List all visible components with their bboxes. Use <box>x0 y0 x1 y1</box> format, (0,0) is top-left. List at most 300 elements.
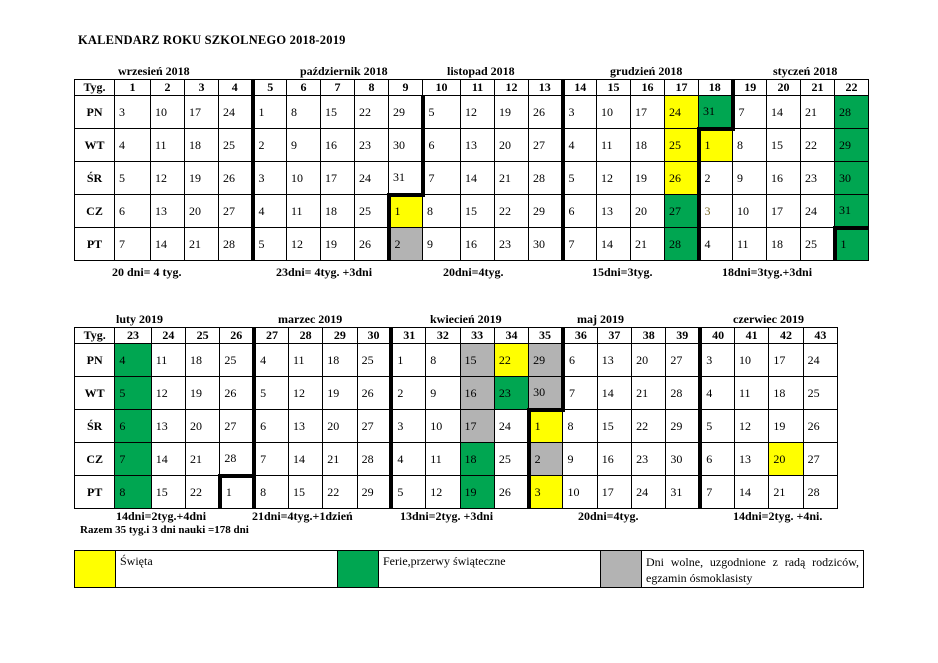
table-row <box>75 377 838 410</box>
week-number: 40 <box>700 328 734 344</box>
day-cell: 20 <box>185 195 219 228</box>
day-cell: 22 <box>186 476 220 509</box>
day-cell: 29 <box>835 129 869 162</box>
day-cell: 28 <box>220 443 254 476</box>
day-cell: 11 <box>426 443 460 476</box>
day-cell: 22 <box>494 344 528 377</box>
day-cell: 22 <box>495 195 529 228</box>
day-cell: 1 <box>391 344 425 377</box>
day-label: PN <box>75 96 115 129</box>
day-label: CZ <box>75 443 115 476</box>
day-cell: 27 <box>666 344 700 377</box>
table-row <box>75 162 869 195</box>
day-cell: 25 <box>219 129 253 162</box>
day-cell: 9 <box>563 443 597 476</box>
day-cell: 17 <box>597 476 631 509</box>
day-cell: 15 <box>460 344 494 377</box>
day-cell: 25 <box>494 443 528 476</box>
day-cell: 4 <box>115 344 151 377</box>
day-cell: 12 <box>597 162 631 195</box>
day-cell: 25 <box>220 344 254 377</box>
day-cell: 8 <box>426 344 460 377</box>
day-cell: 31 <box>666 476 700 509</box>
day-cell: 1 <box>699 129 733 162</box>
day-cell: 24 <box>803 344 837 377</box>
total-summary: Razem 35 tyg.i 3 dni nauki =178 dni <box>80 524 249 536</box>
day-cell: 5 <box>254 377 288 410</box>
day-cell: 19 <box>185 162 219 195</box>
legend-swatch-free-day <box>601 551 642 587</box>
week-number: 15 <box>597 80 631 96</box>
week-number: 42 <box>769 328 803 344</box>
day-cell: 1 <box>529 410 563 443</box>
day-cell: 1 <box>389 195 423 228</box>
day-cell: 21 <box>495 162 529 195</box>
day-cell: 18 <box>769 377 803 410</box>
week-label: Tyg. <box>75 80 115 96</box>
day-cell: 7 <box>254 443 288 476</box>
week-number: 29 <box>323 328 357 344</box>
day-cell: 5 <box>700 410 734 443</box>
day-cell: 25 <box>355 195 389 228</box>
week-number: 22 <box>835 80 869 96</box>
day-cell: 26 <box>357 377 391 410</box>
week-number: 14 <box>563 80 597 96</box>
day-cell: 6 <box>115 410 151 443</box>
day-cell: 8 <box>423 195 461 228</box>
day-cell: 19 <box>321 228 355 261</box>
month-summary: 23dni= 4tyg. +3dni <box>276 265 373 279</box>
day-cell: 10 <box>287 162 321 195</box>
month-summary: 13dni=2tyg. +3dni <box>400 509 494 523</box>
month-header: maj 2019 <box>577 312 624 326</box>
day-cell: 10 <box>597 96 631 129</box>
day-cell: 8 <box>254 476 288 509</box>
day-cell: 6 <box>115 195 151 228</box>
day-cell: 28 <box>665 228 699 261</box>
day-cell: 13 <box>151 195 185 228</box>
month-summary: 20 dni= 4 tyg. <box>112 265 182 279</box>
day-cell: 6 <box>700 443 734 476</box>
day-cell: 24 <box>494 410 528 443</box>
week-number: 17 <box>665 80 699 96</box>
day-cell: 8 <box>733 129 767 162</box>
day-cell: 7 <box>563 228 597 261</box>
day-cell: 1 <box>220 476 254 509</box>
day-cell: 11 <box>151 129 185 162</box>
month-header: listopad 2018 <box>447 64 515 78</box>
table-row <box>75 410 838 443</box>
day-cell: 22 <box>632 410 666 443</box>
day-cell: 2 <box>391 377 425 410</box>
day-cell: 18 <box>323 344 357 377</box>
day-cell: 9 <box>423 228 461 261</box>
day-cell: 21 <box>632 377 666 410</box>
day-cell: 16 <box>597 443 631 476</box>
day-cell: 24 <box>801 195 835 228</box>
day-cell: 11 <box>735 377 769 410</box>
day-cell: 15 <box>597 410 631 443</box>
day-cell: 24 <box>665 96 699 129</box>
day-cell: 13 <box>288 410 322 443</box>
month-summary: 15dni=3tyg. <box>592 265 653 279</box>
day-label: ŚR <box>75 410 115 443</box>
day-cell: 5 <box>563 162 597 195</box>
day-cell: 6 <box>563 195 597 228</box>
day-cell: 6 <box>423 129 461 162</box>
day-cell: 27 <box>219 195 253 228</box>
day-cell: 4 <box>700 377 734 410</box>
day-cell: 15 <box>461 195 495 228</box>
week-number: 11 <box>461 80 495 96</box>
day-cell: 17 <box>460 410 494 443</box>
legend-label-break: Ferie,przerwy świąteczne <box>379 551 601 587</box>
day-cell: 5 <box>253 228 287 261</box>
day-cell: 22 <box>801 129 835 162</box>
week-number: 28 <box>288 328 322 344</box>
day-cell: 19 <box>769 410 803 443</box>
day-cell: 23 <box>632 443 666 476</box>
day-cell: 27 <box>220 410 254 443</box>
day-label: WT <box>75 377 115 410</box>
legend-swatch-break <box>338 551 379 587</box>
day-cell: 21 <box>631 228 665 261</box>
day-cell: 17 <box>321 162 355 195</box>
day-cell: 23 <box>355 129 389 162</box>
calendar-table-bottom <box>74 327 838 509</box>
day-cell: 1 <box>835 228 869 261</box>
day-cell: 26 <box>355 228 389 261</box>
day-cell: 3 <box>529 476 563 509</box>
day-cell: 4 <box>699 228 733 261</box>
day-cell: 3 <box>391 410 425 443</box>
day-cell: 20 <box>495 129 529 162</box>
week-number: 24 <box>151 328 185 344</box>
day-cell: 17 <box>631 96 665 129</box>
week-number: 35 <box>529 328 563 344</box>
day-cell: 9 <box>287 129 321 162</box>
table-row <box>75 443 838 476</box>
day-cell: 25 <box>803 377 837 410</box>
day-cell: 31 <box>835 195 869 228</box>
day-cell: 2 <box>253 129 287 162</box>
month-header: październik 2018 <box>300 64 388 78</box>
week-number: 38 <box>632 328 666 344</box>
day-cell: 17 <box>767 195 801 228</box>
day-cell: 3 <box>700 344 734 377</box>
day-cell: 23 <box>801 162 835 195</box>
day-cell: 14 <box>288 443 322 476</box>
week-number: 30 <box>357 328 391 344</box>
week-number: 34 <box>494 328 528 344</box>
day-cell: 27 <box>665 195 699 228</box>
day-cell: 25 <box>665 129 699 162</box>
day-cell: 2 <box>699 162 733 195</box>
month-summary: 20dni=4tyg. <box>578 509 639 523</box>
legend <box>74 550 864 588</box>
day-cell: 10 <box>733 195 767 228</box>
day-cell: 10 <box>563 476 597 509</box>
day-cell: 14 <box>597 228 631 261</box>
week-number: 8 <box>355 80 389 96</box>
week-number: 26 <box>220 328 254 344</box>
day-cell: 30 <box>389 129 423 162</box>
day-cell: 26 <box>529 96 563 129</box>
day-cell: 7 <box>563 377 597 410</box>
day-cell: 12 <box>735 410 769 443</box>
week-number: 33 <box>460 328 494 344</box>
week-number: 43 <box>803 328 837 344</box>
day-cell: 21 <box>185 228 219 261</box>
day-cell: 19 <box>460 476 494 509</box>
day-cell: 1 <box>253 96 287 129</box>
day-cell: 2 <box>389 228 423 261</box>
day-cell: 2 <box>529 443 563 476</box>
table-row <box>75 228 869 261</box>
day-cell: 21 <box>769 476 803 509</box>
day-cell: 27 <box>357 410 391 443</box>
day-cell: 20 <box>631 195 665 228</box>
day-cell: 20 <box>323 410 357 443</box>
day-cell: 13 <box>461 129 495 162</box>
day-cell: 7 <box>115 228 151 261</box>
day-cell: 3 <box>115 96 151 129</box>
day-cell: 11 <box>151 344 185 377</box>
day-cell: 18 <box>186 344 220 377</box>
day-cell: 24 <box>632 476 666 509</box>
day-cell: 29 <box>666 410 700 443</box>
day-cell: 6 <box>563 344 597 377</box>
day-cell: 28 <box>357 443 391 476</box>
week-number: 18 <box>699 80 733 96</box>
month-header: kwiecień 2019 <box>430 312 502 326</box>
legend-label-free-day: Dni wolne, uzgodnione z radą rodziców, egzamin ósmoklasisty <box>646 555 859 585</box>
day-cell: 22 <box>355 96 389 129</box>
day-cell: 12 <box>288 377 322 410</box>
day-cell: 12 <box>426 476 460 509</box>
day-cell: 3 <box>253 162 287 195</box>
week-number: 9 <box>389 80 423 96</box>
day-cell: 29 <box>389 96 423 129</box>
week-number: 20 <box>767 80 801 96</box>
day-cell: 17 <box>185 96 219 129</box>
day-cell: 19 <box>631 162 665 195</box>
day-cell: 16 <box>460 377 494 410</box>
day-cell: 15 <box>288 476 322 509</box>
day-cell: 13 <box>735 443 769 476</box>
table-row <box>75 129 869 162</box>
day-cell: 30 <box>529 377 563 410</box>
week-number: 32 <box>426 328 460 344</box>
day-cell: 28 <box>835 96 869 129</box>
day-cell: 28 <box>529 162 563 195</box>
day-cell: 21 <box>323 443 357 476</box>
day-cell: 21 <box>801 96 835 129</box>
page-title: KALENDARZ ROKU SZKOLNEGO 2018-2019 <box>78 33 346 47</box>
day-cell: 11 <box>733 228 767 261</box>
calendar-table-top <box>74 79 869 261</box>
day-cell: 20 <box>769 443 803 476</box>
day-cell: 4 <box>253 195 287 228</box>
week-number: 41 <box>735 328 769 344</box>
legend-swatch-holiday <box>75 551 116 587</box>
day-cell: 26 <box>220 377 254 410</box>
day-cell: 14 <box>735 476 769 509</box>
table-row <box>75 344 838 377</box>
day-cell: 7 <box>115 443 151 476</box>
day-cell: 4 <box>115 129 151 162</box>
day-cell: 26 <box>665 162 699 195</box>
day-label: ŚR <box>75 162 115 195</box>
day-cell: 21 <box>186 443 220 476</box>
day-cell: 20 <box>632 344 666 377</box>
day-cell: 22 <box>323 476 357 509</box>
day-cell: 10 <box>426 410 460 443</box>
day-cell: 27 <box>529 129 563 162</box>
day-cell: 16 <box>767 162 801 195</box>
week-number: 7 <box>321 80 355 96</box>
day-cell: 18 <box>321 195 355 228</box>
week-number: 12 <box>495 80 529 96</box>
week-number: 4 <box>219 80 253 96</box>
month-summary: 14dni=2tyg.+4dni <box>116 509 207 523</box>
day-cell: 14 <box>461 162 495 195</box>
day-cell: 23 <box>495 228 529 261</box>
week-number: 19 <box>733 80 767 96</box>
week-number: 1 <box>115 80 151 96</box>
day-cell: 18 <box>767 228 801 261</box>
day-cell: 14 <box>151 228 185 261</box>
day-cell: 12 <box>287 228 321 261</box>
day-label: CZ <box>75 195 115 228</box>
day-cell: 14 <box>597 377 631 410</box>
day-cell: 19 <box>495 96 529 129</box>
day-cell: 5 <box>391 476 425 509</box>
month-header: luty 2019 <box>116 312 164 326</box>
day-cell: 3 <box>699 195 733 228</box>
day-cell: 6 <box>254 410 288 443</box>
day-cell: 28 <box>803 476 837 509</box>
week-number: 27 <box>254 328 288 344</box>
day-cell: 30 <box>666 443 700 476</box>
day-cell: 10 <box>151 96 185 129</box>
day-cell: 5 <box>115 162 151 195</box>
week-number: 6 <box>287 80 321 96</box>
day-cell: 17 <box>769 344 803 377</box>
day-cell: 20 <box>186 410 220 443</box>
month-summary: 18dni=3tyg.+3dni <box>722 265 813 279</box>
legend-label-holiday: Święta <box>116 551 338 587</box>
day-cell: 30 <box>529 228 563 261</box>
month-header: wrzesień 2018 <box>118 64 190 78</box>
table-row <box>75 195 869 228</box>
day-cell: 4 <box>254 344 288 377</box>
day-cell: 8 <box>287 96 321 129</box>
day-cell: 18 <box>185 129 219 162</box>
week-number: 37 <box>597 328 631 344</box>
day-cell: 12 <box>461 96 495 129</box>
day-cell: 16 <box>461 228 495 261</box>
month-header: marzec 2019 <box>278 312 343 326</box>
day-cell: 26 <box>219 162 253 195</box>
table-row <box>75 476 838 509</box>
week-number: 13 <box>529 80 563 96</box>
day-cell: 13 <box>597 195 631 228</box>
day-cell: 15 <box>321 96 355 129</box>
day-cell: 8 <box>563 410 597 443</box>
day-label: PN <box>75 344 115 377</box>
day-cell: 14 <box>767 96 801 129</box>
week-number: 16 <box>631 80 665 96</box>
day-cell: 28 <box>666 377 700 410</box>
day-cell: 26 <box>803 410 837 443</box>
day-label: PT <box>75 228 115 261</box>
day-cell: 23 <box>494 377 528 410</box>
day-cell: 9 <box>733 162 767 195</box>
day-cell: 11 <box>597 129 631 162</box>
day-cell: 8 <box>115 476 151 509</box>
day-cell: 3 <box>563 96 597 129</box>
day-cell: 5 <box>115 377 151 410</box>
day-cell: 14 <box>151 443 185 476</box>
day-cell: 19 <box>186 377 220 410</box>
month-summary: 14dni=2tyg. +4ni. <box>733 509 823 523</box>
day-cell: 9 <box>426 377 460 410</box>
day-cell: 24 <box>219 96 253 129</box>
day-cell: 15 <box>767 129 801 162</box>
day-cell: 18 <box>631 129 665 162</box>
day-cell: 4 <box>563 129 597 162</box>
day-cell: 11 <box>288 344 322 377</box>
day-cell: 29 <box>529 344 563 377</box>
day-cell: 19 <box>323 377 357 410</box>
day-cell: 29 <box>357 476 391 509</box>
table-row <box>75 96 869 129</box>
week-number: 10 <box>423 80 461 96</box>
week-label: Tyg. <box>75 328 115 344</box>
day-cell: 7 <box>733 96 767 129</box>
week-number: 36 <box>563 328 597 344</box>
day-cell: 27 <box>803 443 837 476</box>
day-cell: 28 <box>219 228 253 261</box>
day-cell: 15 <box>151 476 185 509</box>
day-cell: 26 <box>494 476 528 509</box>
day-cell: 11 <box>287 195 321 228</box>
month-summary: 21dni=4tyg.+1dzień <box>252 509 353 523</box>
week-number: 21 <box>801 80 835 96</box>
week-number: 2 <box>151 80 185 96</box>
day-label: PT <box>75 476 115 509</box>
day-cell: 7 <box>423 162 461 195</box>
month-summary: 20dni=4tyg. <box>443 265 504 279</box>
week-number: 3 <box>185 80 219 96</box>
month-header: styczeń 2018 <box>773 64 838 78</box>
day-cell: 10 <box>735 344 769 377</box>
day-cell: 7 <box>700 476 734 509</box>
day-cell: 24 <box>355 162 389 195</box>
month-header: grudzień 2018 <box>610 64 683 78</box>
day-cell: 18 <box>460 443 494 476</box>
day-cell: 25 <box>801 228 835 261</box>
day-cell: 13 <box>151 410 185 443</box>
day-cell: 5 <box>423 96 461 129</box>
day-cell: 12 <box>151 377 185 410</box>
week-number: 23 <box>115 328 151 344</box>
day-cell: 31 <box>389 162 423 195</box>
day-cell: 25 <box>357 344 391 377</box>
day-cell: 4 <box>391 443 425 476</box>
week-number: 25 <box>186 328 220 344</box>
